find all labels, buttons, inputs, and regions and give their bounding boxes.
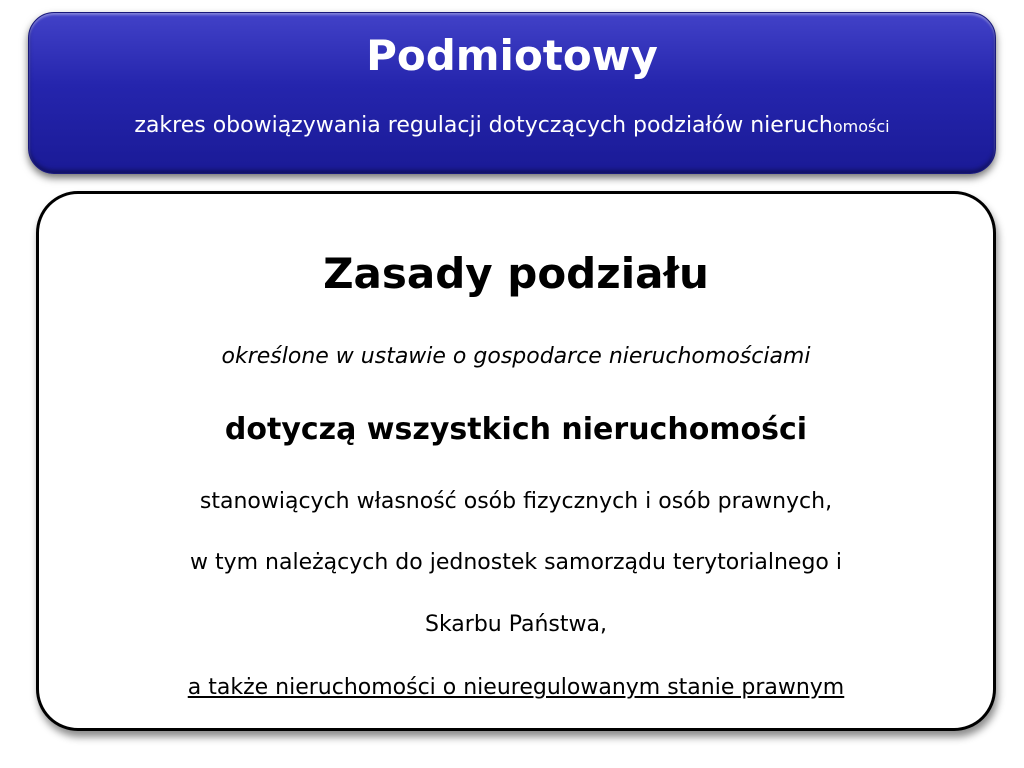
banner-subtitle xyxy=(89,108,935,145)
card-line-scope: dotyczą wszystkich nieruchomości xyxy=(224,412,808,447)
title-banner xyxy=(28,12,996,174)
card-line-local-gov: w tym należących do jednostek samorządu terytorialnego i xyxy=(190,550,842,575)
card-line-owners: stanowiących własność osób fizycznych i osób prawnych, xyxy=(199,489,833,514)
card-line-statute: określone w ustawie o gospodarce nieruchomościami xyxy=(221,344,811,369)
card-line-unregulated: a także nieruchomości o nieuregulowanym stanie prawnym xyxy=(187,675,845,700)
card-line-treasury: Skarbu Państwa, xyxy=(424,612,607,637)
card-title: Zasady podziału xyxy=(323,249,709,298)
banner-title: Podmiotowy xyxy=(366,31,658,80)
content-card xyxy=(36,191,996,731)
banner-subtitle-tail: omości xyxy=(832,117,890,136)
banner-subtitle-main: zakres obowiązywania regulacji dotyczących podziałów nieruch xyxy=(134,113,833,138)
